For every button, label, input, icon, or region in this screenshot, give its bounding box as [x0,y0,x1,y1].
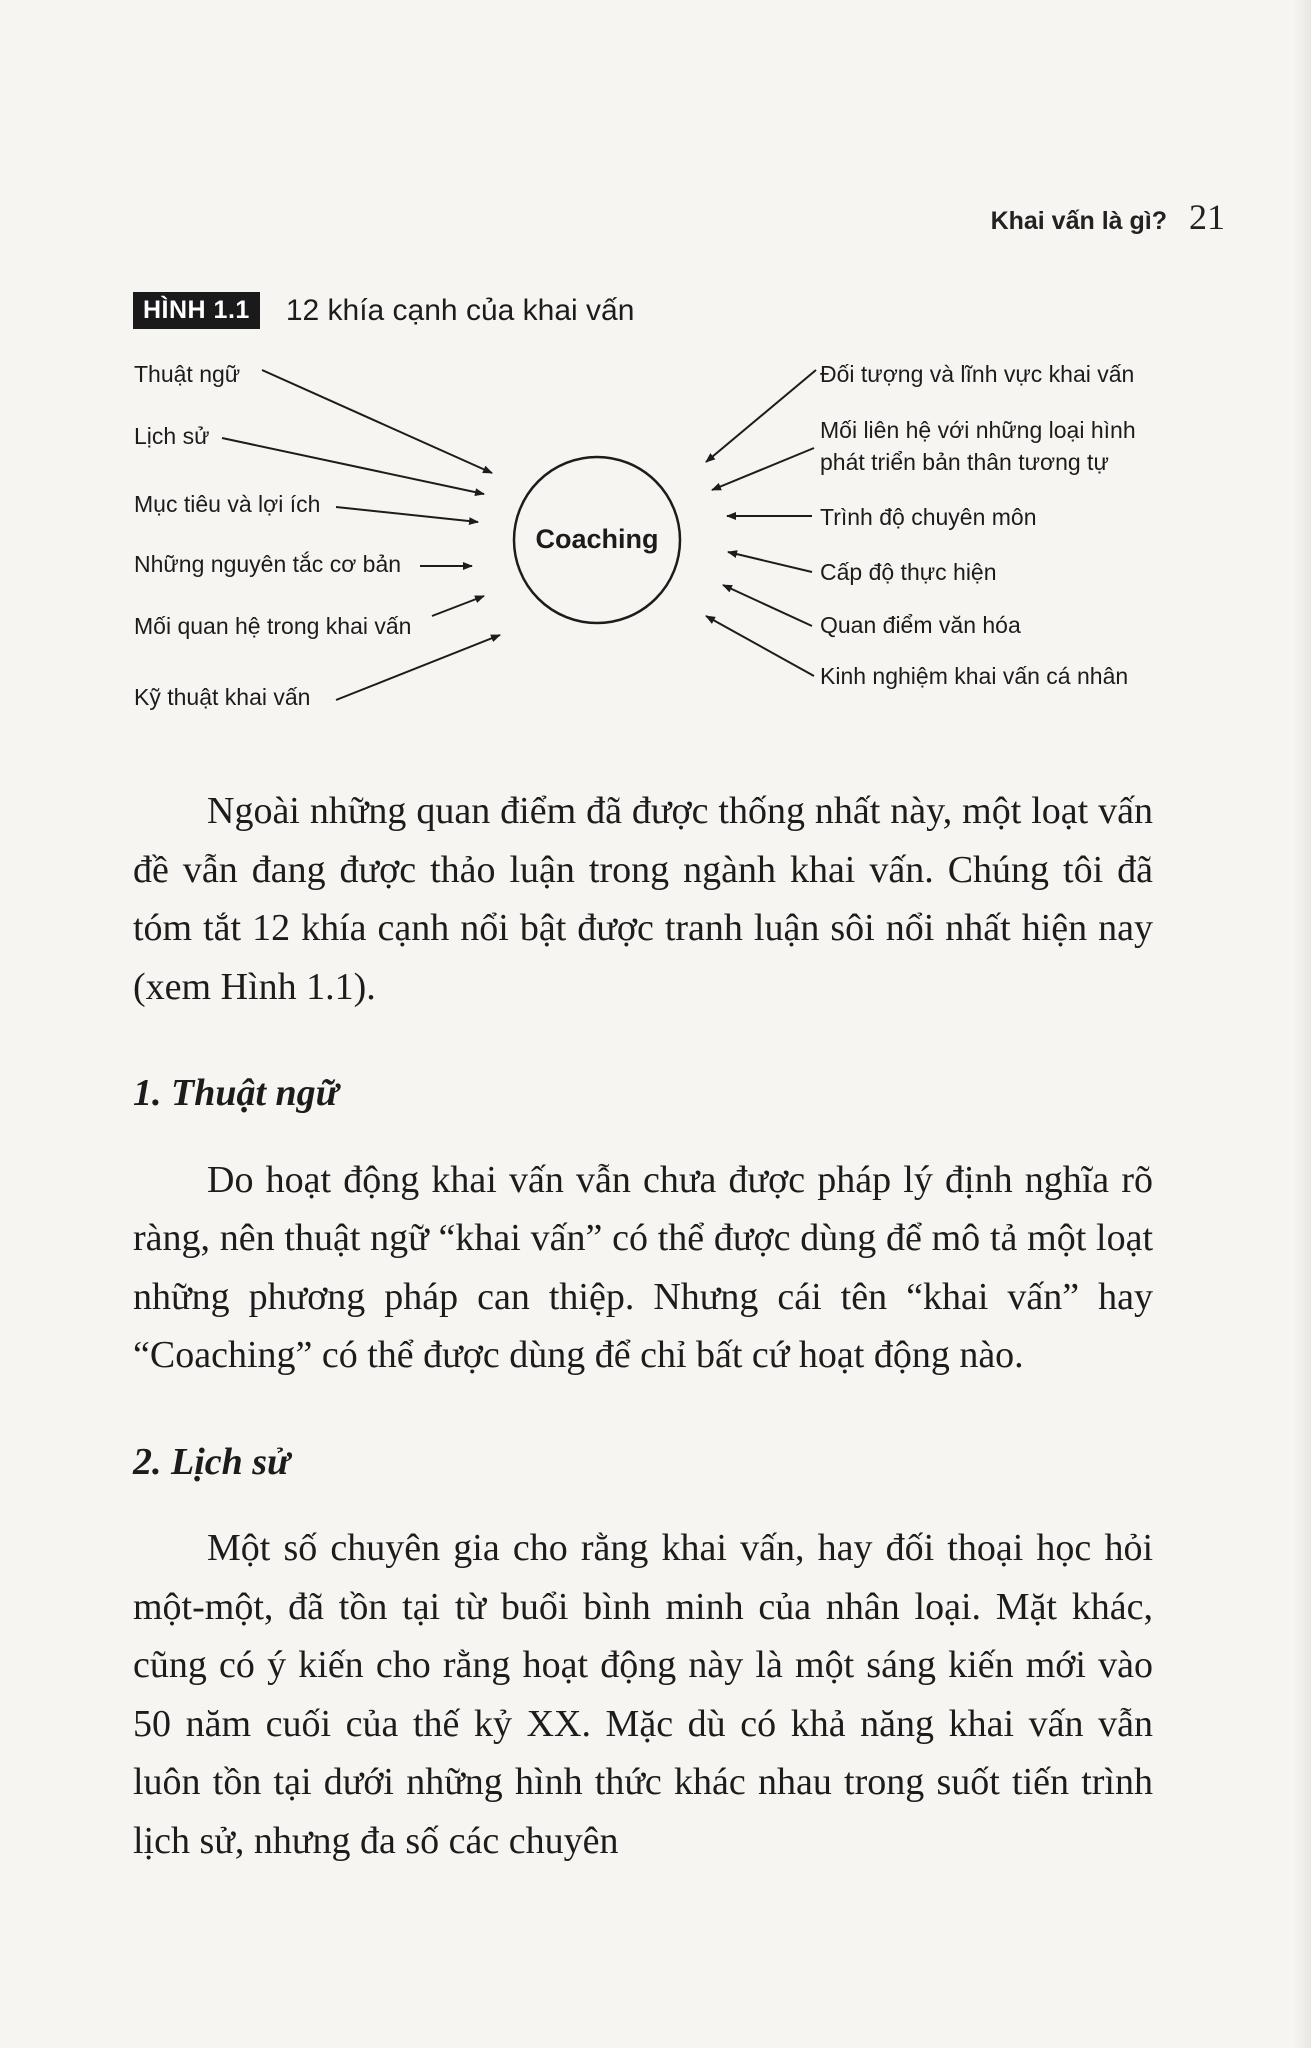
arrow-moi-lien-he [712,448,814,490]
left-label-thuat-ngu: Thuật ngữ [134,361,241,387]
arrow-muc-tieu [336,507,478,522]
right-label-moi-lien-he-line1: Mối liên hệ với những loại hình [820,417,1136,443]
figure-title: 12 khía cạnh của khai vấn [285,293,635,327]
arrow-moi-quan-he [432,596,484,616]
running-title: Khai vấn là gì? [990,207,1167,235]
figure-badge: HÌNH 1.1 [133,292,260,329]
body-text [133,782,1153,1870]
right-label-van-hoa: Quan điểm văn hóa [820,612,1021,638]
arrow-cap-do [728,552,812,572]
right-label-cap-do: Cấp độ thực hiện [820,559,997,585]
arrow-van-hoa [723,585,812,626]
section-paragraph-thuat-ngu: Do hoạt động khai vấn vẫn chưa được pháp lý định nghĩa rõ ràng, nên thuật ngữ “khai vấn” có thể được dùng để mô tả một loạt những phương pháp can thiệp. Nhưng cái tên “khai vấn” hay “Coaching” có thể được dùng để chỉ bất cứ hoạt động nào. [133,1158,1153,1376]
arrow-doi-tuong [706,370,816,462]
arrow-kinh-nghiem [706,616,814,676]
arrow-thuat-ngu [262,370,492,473]
left-label-lich-su: Lịch sử [134,423,210,449]
page-number: 21 [1189,197,1225,237]
left-label-ky-thuat: Kỹ thuật khai vấn [134,684,311,710]
section-paragraph-lich-su: Một số chuyên gia cho rằng khai vấn, hay đối thoại học hỏi một-một, đã tồn tại từ buổi bình minh của nhân loại. Mặt khác, cũng có ý kiến cho rằng hoạt động này là một sáng kiến mới vào 50 năm cuối của thế kỷ XX. Mặc dù có khả năng khai vấn vẫn luôn tồn tại dưới những hình thức khác nhau trong suốt tiến trình lịch sử, nhưng đa số các chuyên [133,1527,1153,1862]
coaching-center-label: Coaching [535,524,659,554]
right-label-kinh-nghiem: Kinh nghiệm khai vấn cá nhân [820,663,1129,689]
intro-paragraph: Ngoài những quan điểm đã được thống nhất này, một loạt vấn đề vẫn đang được thảo luận trong ngành khai vấn. Chúng tôi đã tóm tắt 12 khía cạnh nổi bật được tranh luận sôi nổi nhất hiện nay (xem Hình 1.1). [133,790,1153,1008]
left-label-nguyen-tac: Những nguyên tắc cơ bản [134,551,402,577]
left-label-muc-tieu: Mục tiêu và lợi ích [134,491,321,517]
right-label-doi-tuong: Đối tượng và lĩnh vực khai vấn [820,361,1135,387]
section-heading-lich-su: 2. Lịch sử [133,1440,290,1483]
left-label-moi-quan-he: Mối quan hệ trong khai vấn [134,613,412,639]
arrow-lich-su [222,438,484,494]
coaching-aspects-diagram [0,0,1311,760]
right-label-trinh-do: Trình độ chuyên môn [820,504,1037,530]
arrow-ky-thuat [336,635,500,700]
right-label-moi-lien-he-line2: phát triển bản thân tương tự [820,449,1109,475]
section-heading-thuat-ngu: 1. Thuật ngữ [133,1072,339,1114]
